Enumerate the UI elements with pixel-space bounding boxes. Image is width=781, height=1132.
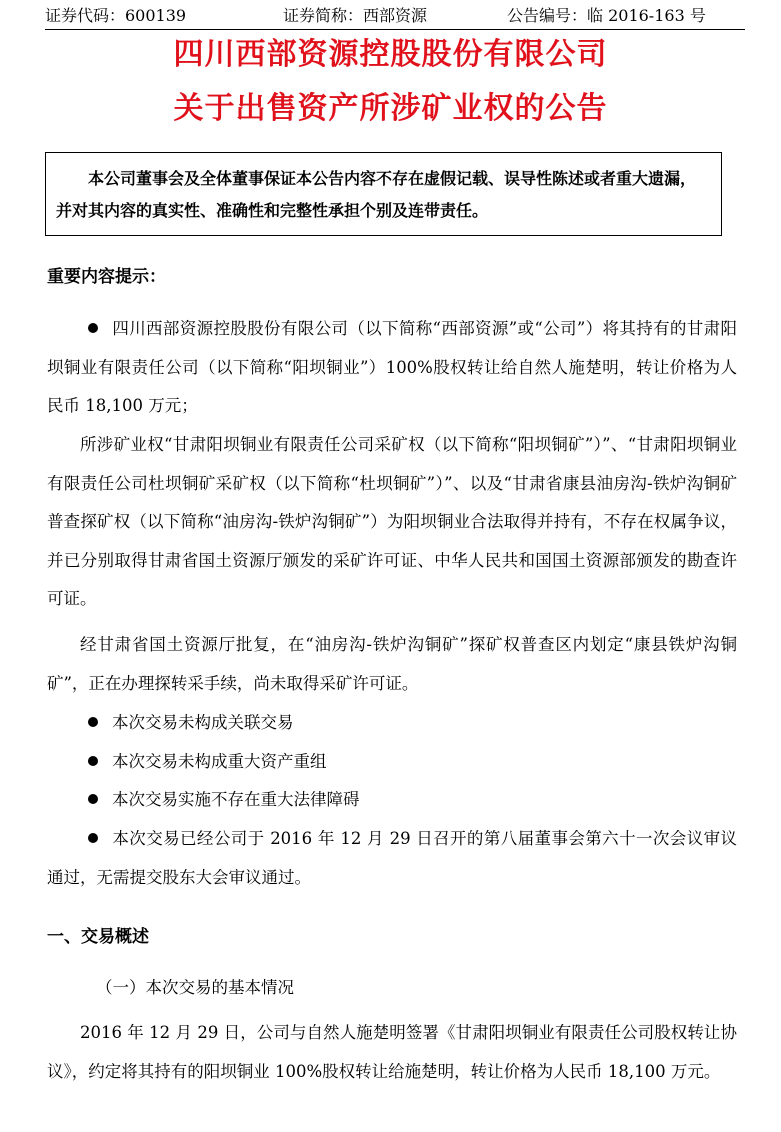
announcement-number: 公告编号：临 2016-163 号 <box>507 6 706 25</box>
subsection-heading-basic-info: （一）本次交易的基本情况 <box>96 978 294 997</box>
document-header <box>45 4 745 30</box>
board-guarantee-notice <box>45 152 722 236</box>
bullet-item-transfer <box>47 310 737 426</box>
tips-heading: 重要内容提示： <box>47 267 166 287</box>
bullet-item-related-party <box>47 704 737 743</box>
paragraph-mining-rights: 所涉矿业权“甘肃阳坝铜业有限责任公司采矿权（以下简称“阳坝铜矿”）”、“甘肃阳坝铜业有限责任公司杜坝铜矿采矿权（以下简称“杜坝铜矿”）”、以及“甘肃省康县油房沟-铁炉沟铜矿普查探矿权（以下简称“油房沟-铁炉沟铜矿”）为阳坝铜业合法取得并持有，不存在权属争议，并已分别取得甘肃省国土资源厅颁发的采矿许可证、中华人民共和国国土资源部颁发的勘查许可证。 <box>47 435 737 608</box>
bullet-dot-icon <box>88 323 98 333</box>
securities-abbreviation: 证券简称：西部资源 <box>283 6 428 25</box>
bullet-item-legal <box>47 781 737 820</box>
paragraph-basic-info: 2016 年 12 月 29 日，公司与自然人施楚明签署《甘肃阳坝铜业有限责任公司股权转让协议》，约定将其持有的阳坝铜业 100%股权转让给施楚明，转让价格为人民币 18,100 万元。 <box>47 1023 737 1081</box>
notice-text: 本公司董事会及全体董事保证本公告内容不存在虚假记载、误导性陈述或者重大遗漏，并对其内容的真实性、准确性和完整性承担个别及连带责任。 <box>56 169 697 220</box>
section-heading-transaction-overview: 一、交易概述 <box>47 927 149 947</box>
company-title: 四川西部资源控股股份有限公司 <box>173 37 608 72</box>
paragraph-approval: 经甘肃省国土资源厅批复，在“油房沟-铁炉沟铜矿”探矿权普查区内划定“康县铁炉沟铜矿”，正在办理探转采手续，尚未取得采矿许可证。 <box>47 635 737 693</box>
bullet-text: 本次交易已经公司于 2016 年 12 月 29 日召开的第八届董事会第六十一次会议审议通过，无需提交股东大会审议通过。 <box>47 829 737 887</box>
bullet-text: 四川西部资源控股股份有限公司（以下简称“西部资源”或“公司”）将其持有的甘肃阳坝铜业有限责任公司（以下简称“阳坝铜业”）100%股权转让给自然人施楚明，转让价格为人民币 18,100 万元； <box>47 319 737 415</box>
bullet-dot-icon <box>88 756 98 766</box>
bullet-dot-icon <box>88 833 98 843</box>
bullet-text: 本次交易未构成关联交易 <box>112 713 294 732</box>
bullet-dot-icon <box>88 717 98 727</box>
bullet-dot-icon <box>88 794 98 804</box>
announcement-title: 关于出售资产所涉矿业权的公告 <box>173 91 608 126</box>
bullet-text: 本次交易未构成重大资产重组 <box>112 752 327 771</box>
bullet-item-board-approval <box>47 820 737 897</box>
securities-code: 证券代码：600139 <box>45 6 187 25</box>
bullet-text: 本次交易实施不存在重大法律障碍 <box>112 790 360 809</box>
bullet-item-restructuring <box>47 743 737 782</box>
